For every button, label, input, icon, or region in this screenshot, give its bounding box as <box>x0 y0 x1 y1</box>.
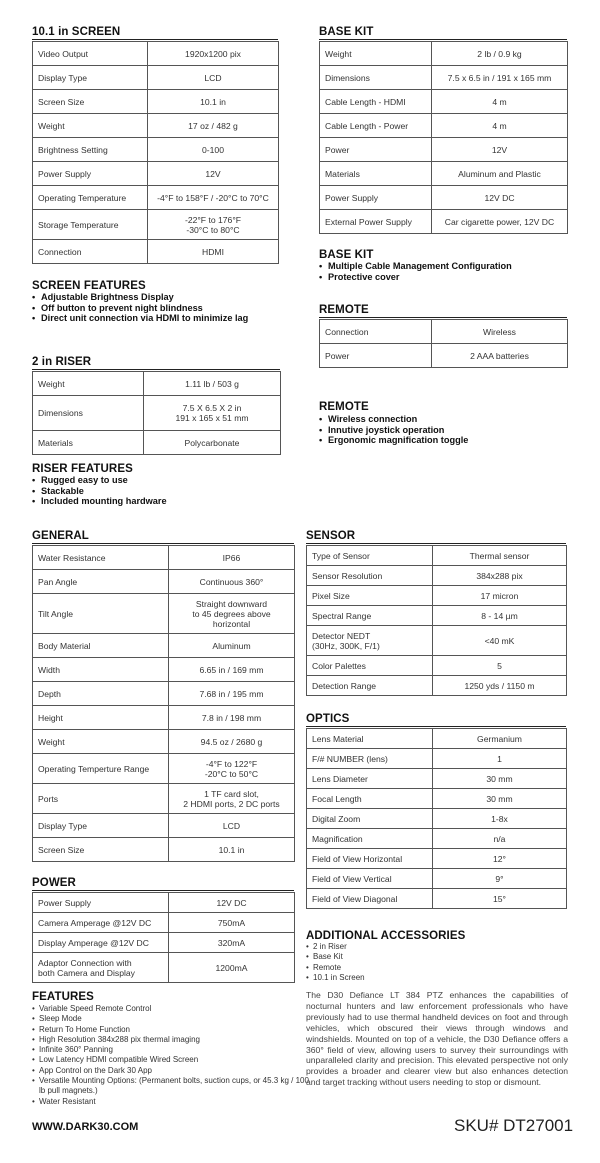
list-item: • Included mounting hardware <box>30 496 300 507</box>
spec-row <box>33 162 279 186</box>
spec-row <box>33 682 295 706</box>
spec-label: Field of View Vertical <box>307 869 433 889</box>
spec-value: Polycarbonate <box>144 431 281 455</box>
screen-spec-rows <box>33 42 279 264</box>
list-item: • Multiple Cable Management Configuration <box>317 261 587 272</box>
spec-row <box>307 849 567 869</box>
screen-spec-table <box>32 41 279 264</box>
spec-value: 17 micron <box>433 586 567 606</box>
spec-row <box>33 138 279 162</box>
riser-title: 2 in RISER <box>32 356 280 370</box>
base-kit-title: BASE KIT <box>319 26 567 40</box>
list-item: • Infinite 360° Panning <box>30 1045 315 1055</box>
sensor-spec-rows <box>307 546 567 696</box>
spec-label: Screen Size <box>33 90 148 114</box>
spec-value: <40 mK <box>433 626 567 656</box>
list-item: • Ergonomic magnification toggle <box>317 435 587 446</box>
spec-value: 12° <box>433 849 567 869</box>
list-item: • Adjustable Brightness Display <box>30 292 300 303</box>
spec-row <box>33 814 295 838</box>
spec-label: Type of Sensor <box>307 546 433 566</box>
base-kit-features-list <box>317 261 587 282</box>
spec-value: Aluminum <box>169 634 295 658</box>
spec-label: Body Material <box>33 634 169 658</box>
list-item: • Off button to prevent night blindness <box>30 303 300 314</box>
spec-label: Power <box>320 138 432 162</box>
spec-label: Weight <box>33 730 169 754</box>
website-link[interactable]: WWW.DARK30.COM <box>32 1121 139 1133</box>
spec-label: Display Amperage @12V DC <box>33 933 169 953</box>
spec-value: 12V DC <box>169 893 295 913</box>
list-item: • App Control on the Dark 30 App <box>30 1066 315 1076</box>
list-item: • Innutive joystick operation <box>317 425 587 436</box>
spec-label: Detection Range <box>307 676 433 696</box>
list-item: • Low Latency HDMI compatible Wired Screen <box>30 1055 315 1065</box>
spec-value: -4°F to 158°F / -20°C to 70°C <box>148 186 279 210</box>
screen-features-title: SCREEN FEATURES <box>32 280 146 292</box>
spec-label: Cable Length - Power <box>320 114 432 138</box>
spec-label: Sensor Resolution <box>307 566 433 586</box>
spec-value: 30 mm <box>433 769 567 789</box>
spec-label: Display Type <box>33 814 169 838</box>
spec-row <box>320 186 568 210</box>
power-spec-rows <box>33 893 295 983</box>
spec-row <box>33 114 279 138</box>
spec-value: Straight downward to 45 degrees above horizontal <box>169 594 295 634</box>
spec-row <box>320 90 568 114</box>
spec-label: Display Type <box>33 66 148 90</box>
general-spec-table <box>32 545 295 862</box>
spec-value: LCD <box>148 66 279 90</box>
spec-label: Power Supply <box>33 162 148 186</box>
spec-value: 1250 yds / 1150 m <box>433 676 567 696</box>
sensor-spec-table <box>306 545 567 696</box>
spec-value: 1 TF card slot, 2 HDMI ports, 2 DC ports <box>169 784 295 814</box>
spec-value: 2 AAA batteries <box>432 344 568 368</box>
spec-value: 6.65 in / 169 mm <box>169 658 295 682</box>
spec-value: 5 <box>433 656 567 676</box>
spec-label: Focal Length <box>307 789 433 809</box>
spec-row <box>33 396 281 431</box>
spec-row <box>33 913 295 933</box>
spec-label: Adaptor Connection with both Camera and Display <box>33 953 169 983</box>
spec-label: Ports <box>33 784 169 814</box>
list-item: • Sleep Mode <box>30 1014 315 1024</box>
spec-label: Spectral Range <box>307 606 433 626</box>
spec-label: Dimensions <box>33 396 144 431</box>
remote-features-list <box>317 414 587 446</box>
list-item: • Water Resistant <box>30 1097 315 1107</box>
spec-row <box>33 784 295 814</box>
list-item: • Direct unit connection via HDMI to minimize lag <box>30 313 300 324</box>
list-item: • High Resolution 384x288 pix thermal imaging <box>30 1035 315 1045</box>
spec-row <box>33 838 295 862</box>
spec-label: Magnification <box>307 829 433 849</box>
spec-row <box>320 42 568 66</box>
spec-value: 12V <box>432 138 568 162</box>
spec-label: Materials <box>33 431 144 455</box>
spec-value: 384x288 pix <box>433 566 567 586</box>
screen-features-list <box>30 292 300 324</box>
spec-row <box>33 634 295 658</box>
list-item: • Stackable <box>30 486 300 497</box>
accessories-title: ADDITIONAL ACCESSORIES <box>306 930 466 942</box>
remote-title: REMOTE <box>319 304 567 318</box>
spec-value: 1.11 lb / 503 g <box>144 372 281 396</box>
spec-value: HDMI <box>148 240 279 264</box>
screen-title: 10.1 in SCREEN <box>32 26 278 40</box>
general-spec-rows <box>33 546 295 862</box>
accessories-list <box>304 942 564 983</box>
spec-label: Depth <box>33 682 169 706</box>
riser-features-title: RISER FEATURES <box>32 463 133 475</box>
spec-row <box>307 729 567 749</box>
spec-label: Lens Material <box>307 729 433 749</box>
spec-row <box>33 431 281 455</box>
spec-value: n/a <box>433 829 567 849</box>
spec-label: Cable Length - HDMI <box>320 90 432 114</box>
spec-value: 15° <box>433 889 567 909</box>
list-item: • Wireless connection <box>317 414 587 425</box>
spec-row <box>307 789 567 809</box>
spec-row <box>307 869 567 889</box>
spec-value: 4 m <box>432 90 568 114</box>
spec-value: 17 oz / 482 g <box>148 114 279 138</box>
spec-label: Detector NEDT (30Hz, 300K, F/1) <box>307 626 433 656</box>
spec-row <box>33 186 279 210</box>
spec-row <box>320 114 568 138</box>
spec-value: Wireless <box>432 320 568 344</box>
spec-value: LCD <box>169 814 295 838</box>
spec-value: 9° <box>433 869 567 889</box>
spec-row <box>33 594 295 634</box>
list-item: • Base Kit <box>304 952 564 962</box>
base-kit-features-title: BASE KIT <box>319 249 374 261</box>
spec-label: Width <box>33 658 169 682</box>
spec-label: Field of View Diagonal <box>307 889 433 909</box>
list-item: • Protective cover <box>317 272 587 283</box>
list-item: • Versatile Mounting Options: (Permanent bolts, suction cups, or 45.3 kg / 100 lb pull magnets.) <box>30 1076 315 1097</box>
spec-label: Weight <box>33 114 148 138</box>
list-item: • Variable Speed Remote Control <box>30 1004 315 1014</box>
spec-value: Car cigarette power, 12V DC <box>432 210 568 234</box>
list-item: • Rugged easy to use <box>30 475 300 486</box>
spec-label: Pan Angle <box>33 570 169 594</box>
spec-row <box>33 66 279 90</box>
spec-row <box>307 626 567 656</box>
general-title: GENERAL <box>32 530 294 544</box>
spec-value: 94.5 oz / 2680 g <box>169 730 295 754</box>
list-item: • Remote <box>304 963 564 973</box>
spec-value: 7.5 X 6.5 X 2 in 191 x 165 x 51 mm <box>144 396 281 431</box>
remote-features-title: REMOTE <box>319 401 369 413</box>
spec-row <box>307 566 567 586</box>
spec-label: Pixel Size <box>307 586 433 606</box>
spec-row <box>33 706 295 730</box>
spec-value: 750mA <box>169 913 295 933</box>
spec-value: Continuous 360° <box>169 570 295 594</box>
spec-label: Operating Temperture Range <box>33 754 169 784</box>
spec-row <box>320 66 568 90</box>
remote-spec-table <box>319 319 568 368</box>
spec-row <box>33 210 279 240</box>
spec-row <box>307 889 567 909</box>
spec-row <box>33 240 279 264</box>
spec-value: 12V <box>148 162 279 186</box>
spec-row <box>307 809 567 829</box>
spec-label: Camera Amperage @12V DC <box>33 913 169 933</box>
riser-spec-rows <box>33 372 281 455</box>
spec-label: Connection <box>320 320 432 344</box>
spec-value: 1-8x <box>433 809 567 829</box>
spec-value: 7.68 in / 195 mm <box>169 682 295 706</box>
optics-spec-table <box>306 728 567 909</box>
spec-row <box>307 656 567 676</box>
spec-value: Aluminum and Plastic <box>432 162 568 186</box>
spec-row <box>33 546 295 570</box>
spec-label: Water Resistance <box>33 546 169 570</box>
spec-value: -22°F to 176°F -30°C to 80°C <box>148 210 279 240</box>
spec-label: F/# NUMBER (lens) <box>307 749 433 769</box>
spec-value: 1920x1200 pix <box>148 42 279 66</box>
spec-label: Power Supply <box>320 186 432 210</box>
spec-label: External Power Supply <box>320 210 432 234</box>
spec-row <box>307 769 567 789</box>
spec-label: Materials <box>320 162 432 186</box>
spec-row <box>307 586 567 606</box>
features-title: FEATURES <box>32 991 94 1003</box>
spec-value: 2 lb / 0.9 kg <box>432 42 568 66</box>
spec-row <box>33 658 295 682</box>
spec-label: Brightness Setting <box>33 138 148 162</box>
spec-row <box>320 162 568 186</box>
spec-row <box>320 138 568 162</box>
power-spec-table <box>32 892 295 983</box>
spec-row <box>307 606 567 626</box>
spec-row <box>320 210 568 234</box>
spec-row <box>307 749 567 769</box>
sensor-title: SENSOR <box>306 530 566 544</box>
spec-value: Thermal sensor <box>433 546 567 566</box>
spec-label: Lens Diameter <box>307 769 433 789</box>
base-kit-spec-rows <box>320 42 568 234</box>
sku-label: SKU# DT27001 <box>454 1116 574 1135</box>
spec-value: IP66 <box>169 546 295 570</box>
spec-label: Height <box>33 706 169 730</box>
spec-value: 8 - 14 µm <box>433 606 567 626</box>
list-item: • 2 in Riser <box>304 942 564 952</box>
spec-value: Germanium <box>433 729 567 749</box>
spec-label: Screen Size <box>33 838 169 862</box>
spec-row <box>33 754 295 784</box>
riser-features-list <box>30 475 300 507</box>
spec-value: 1 <box>433 749 567 769</box>
spec-value: 12V DC <box>432 186 568 210</box>
spec-value: 4 m <box>432 114 568 138</box>
spec-value: 320mA <box>169 933 295 953</box>
spec-label: Tilt Angle <box>33 594 169 634</box>
spec-label: Power <box>320 344 432 368</box>
base-kit-spec-table <box>319 41 568 234</box>
spec-row <box>33 570 295 594</box>
riser-spec-table <box>32 371 281 455</box>
product-description: The D30 Defiance LT 384 PTZ enhances the capabilities of nocturnal hunters and law enforcement professionals who have previously had to use thermal handheld devices on foot and through vehicles, which obscured their views through windows and windshields. Mounted on top of a vehicle, the D30 Defiance offers a 360° field of view, allowing users to survey their surroundings with unparalleled clarity and precision. This elevated perspective not only provides a broader and clearer view but also enhances detection and target tracking without users needing to stop or dismount. <box>306 990 568 1088</box>
spec-label: Digital Zoom <box>307 809 433 829</box>
spec-label: Connection <box>33 240 148 264</box>
spec-row <box>33 90 279 114</box>
spec-value: 7.5 x 6.5 in / 191 x 165 mm <box>432 66 568 90</box>
spec-row <box>33 42 279 66</box>
spec-label: Weight <box>320 42 432 66</box>
spec-value: 0-100 <box>148 138 279 162</box>
spec-row <box>33 893 295 913</box>
spec-value: -4°F to 122°F -20°C to 50°C <box>169 754 295 784</box>
optics-spec-rows <box>307 729 567 909</box>
spec-row <box>307 546 567 566</box>
spec-label: Weight <box>33 372 144 396</box>
spec-row <box>33 730 295 754</box>
spec-row <box>307 829 567 849</box>
spec-value: 1200mA <box>169 953 295 983</box>
spec-value: 7.8 in / 198 mm <box>169 706 295 730</box>
spec-label: Storage Temperature <box>33 210 148 240</box>
list-item: • 10.1 in Screen <box>304 973 564 983</box>
spec-value: 10.1 in <box>148 90 279 114</box>
spec-value: 30 mm <box>433 789 567 809</box>
spec-label: Video Output <box>33 42 148 66</box>
spec-row <box>33 953 295 983</box>
list-item: • Return To Home Function <box>30 1025 315 1035</box>
spec-row <box>320 320 568 344</box>
spec-row <box>33 372 281 396</box>
spec-label: Dimensions <box>320 66 432 90</box>
spec-label: Color Palettes <box>307 656 433 676</box>
remote-spec-rows <box>320 320 568 368</box>
spec-label: Power Supply <box>33 893 169 913</box>
spec-label: Operating Temperature <box>33 186 148 210</box>
features-list <box>30 1004 315 1107</box>
spec-row <box>320 344 568 368</box>
spec-row <box>33 933 295 953</box>
spec-value: 10.1 in <box>169 838 295 862</box>
spec-row <box>307 676 567 696</box>
optics-title: OPTICS <box>306 713 566 727</box>
spec-label: Field of View Horizontal <box>307 849 433 869</box>
power-title: POWER <box>32 877 294 891</box>
